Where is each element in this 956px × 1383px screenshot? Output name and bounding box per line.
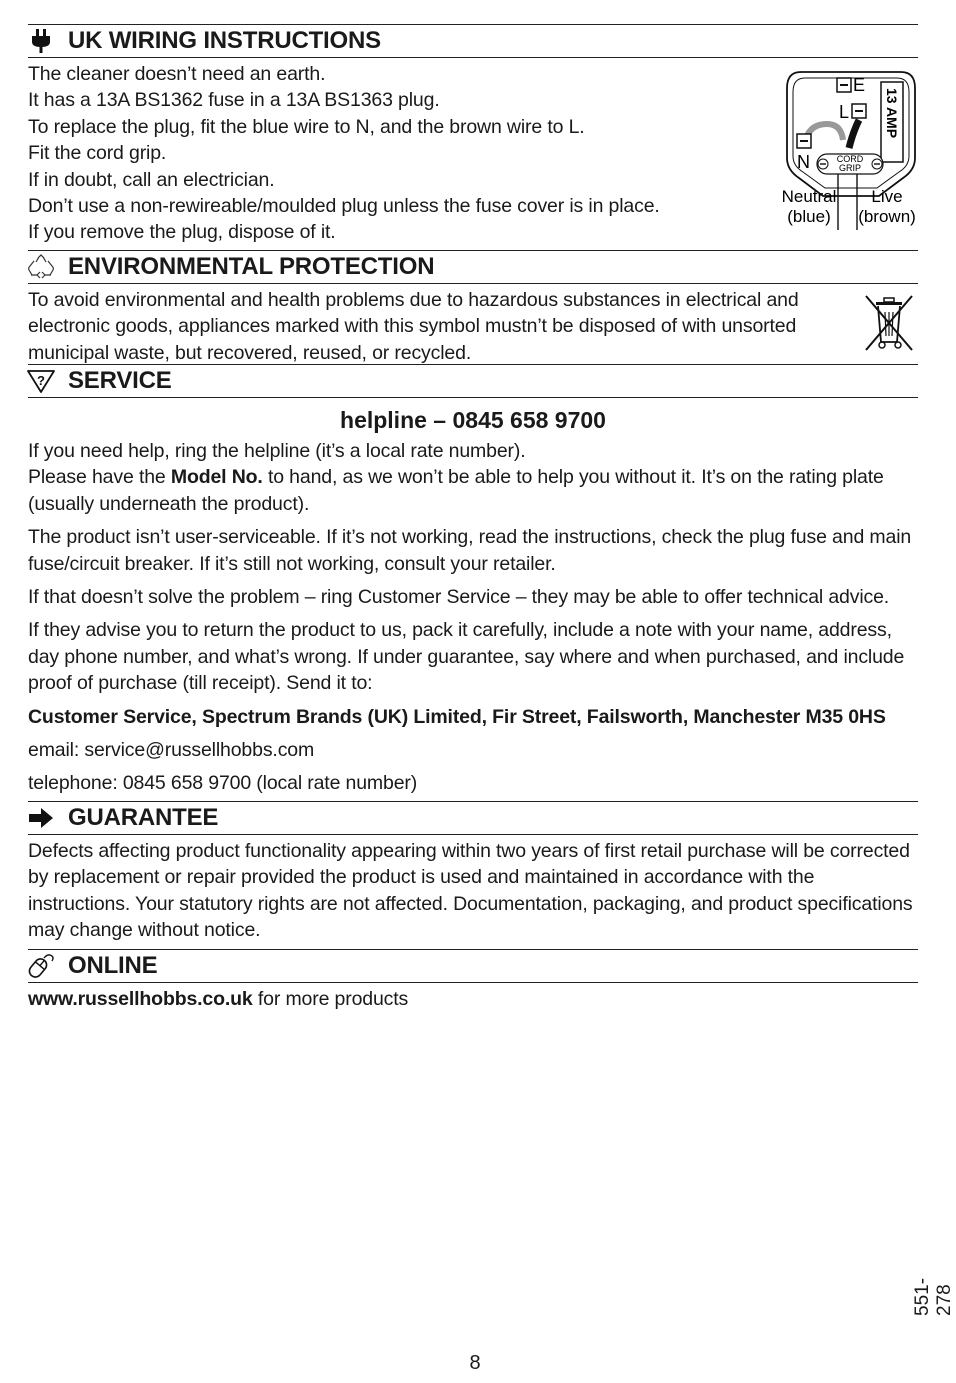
service-title: SERVICE [68, 367, 172, 394]
uk-line: It has a 13A BS1362 fuse in a 13A BS1363 plug. [28, 89, 440, 112]
uk-line: If in doubt, call an electrician. [28, 168, 275, 191]
guarantee-title: GUARANTEE [68, 803, 219, 831]
arrow-right-icon [28, 805, 54, 831]
service-paragraph-4: If that doesn’t solve the problem – ring Customer Service – they may be able to offer technical advice. [28, 586, 890, 609]
uk-wiring-header [28, 24, 918, 58]
website-link[interactable]: www.russellhobbs.co.uk [28, 987, 253, 1010]
online-body [28, 983, 918, 1012]
model-text-after: to hand, as we won’t be able to help you without it. It’s on the rating plate (usually underneath the product). [28, 466, 884, 515]
service-triangle-icon [28, 368, 54, 394]
plug-icon [28, 28, 54, 54]
online-title: ONLINE [68, 951, 158, 979]
environmental-header [28, 250, 918, 284]
service-paragraph-2 [28, 464, 918, 517]
live-terminal-label: L [839, 102, 850, 122]
environmental-title: ENVIRONMENTAL PROTECTION [68, 253, 435, 280]
document-code [912, 1278, 956, 1316]
online-text-after: for more products [252, 987, 409, 1010]
service-email: email: service@russellhobbs.com [28, 739, 315, 762]
service-telephone: telephone: 0845 658 9700 (local rate number) [28, 772, 418, 795]
fuse-label: 13 AMP [884, 88, 900, 139]
model-number-label: Model No. [170, 466, 263, 489]
guarantee-header [28, 801, 918, 835]
service-paragraph-5: If they advise you to return the product to us, pack it carefully, include a note with your name, address, day phone number, and what’s wrong. If under guarantee, say where and when purchased, and include proof of purchase (till receipt). Send it to: [28, 619, 905, 695]
guarantee-text: Defects affecting product functionality appearing within two years of first retail purchase will be corrected by replacement or repair provided the product is used and maintained in accordance with the instructions. Your statutory rights are not affected. Documentation, packaging, and product specifications may change without notice. [28, 839, 913, 942]
model-text-before: Please have the [28, 466, 171, 489]
neutral-colour: (blue) [787, 207, 831, 226]
recycle-icon [28, 254, 54, 280]
cord-grip-label-2: GRIP [838, 163, 862, 173]
mouse-icon [28, 953, 54, 979]
earth-label: E [853, 75, 866, 95]
document-code-text: 551-278 [912, 1277, 955, 1316]
uk-wiring-body [28, 58, 918, 250]
online-text [28, 986, 918, 1012]
uk-line: To replace the plug, fit the blue wire to N, and the brown wire to L. [28, 115, 585, 138]
service-body [28, 398, 918, 801]
environmental-body [28, 284, 918, 364]
plug-wiring-diagram [783, 70, 918, 242]
environmental-text: To avoid environmental and health problems due to hazardous substances in electrical and electronic goods, appliances marked with this symbol mustn’t be disposed of with unsorted municipal waste, but recovered, reused, or recycled. [28, 289, 799, 364]
uk-line: Don’t use a non-rewireable/moulded plug unless the fuse cover is in place. [28, 195, 660, 218]
live-colour: (brown) [858, 207, 916, 226]
online-header [28, 949, 918, 983]
guarantee-body [28, 835, 918, 949]
helpline-number: helpline – 0845 658 9700 [340, 407, 606, 433]
neutral-terminal-label: N [797, 152, 810, 172]
uk-line: Fit the cord grip. [28, 142, 167, 165]
neutral-label: Neutral [781, 187, 837, 206]
service-paragraph-3: The product isn’t user-serviceable. If it’s not working, read the instructions, check the plug fuse and main fuse/circuit breaker. If it’s still not working, consult your retailer. [28, 526, 912, 575]
uk-wiring-title: UK WIRING INSTRUCTIONS [68, 27, 381, 54]
uk-line: The cleaner doesn’t need an earth. [28, 63, 326, 85]
manual-page [28, 24, 918, 1012]
crossed-bin-icon [860, 292, 918, 354]
live-label: Live [871, 187, 903, 206]
uk-line: If you remove the plug, dispose of it. [28, 221, 336, 244]
service-header [28, 364, 918, 398]
uk-wiring-lines [28, 61, 660, 246]
service-address: Customer Service, Spectrum Brands (UK) Limited, Fir Street, Failsworth, Manchester M35 0HS [28, 705, 886, 728]
svg-text:?: ? [37, 373, 45, 388]
service-paragraph-1: If you need help, ring the helpline (it’s a local rate number). [28, 440, 526, 462]
page-number: 8 [469, 1352, 481, 1374]
cord-grip-label-1: CORD [836, 154, 864, 164]
